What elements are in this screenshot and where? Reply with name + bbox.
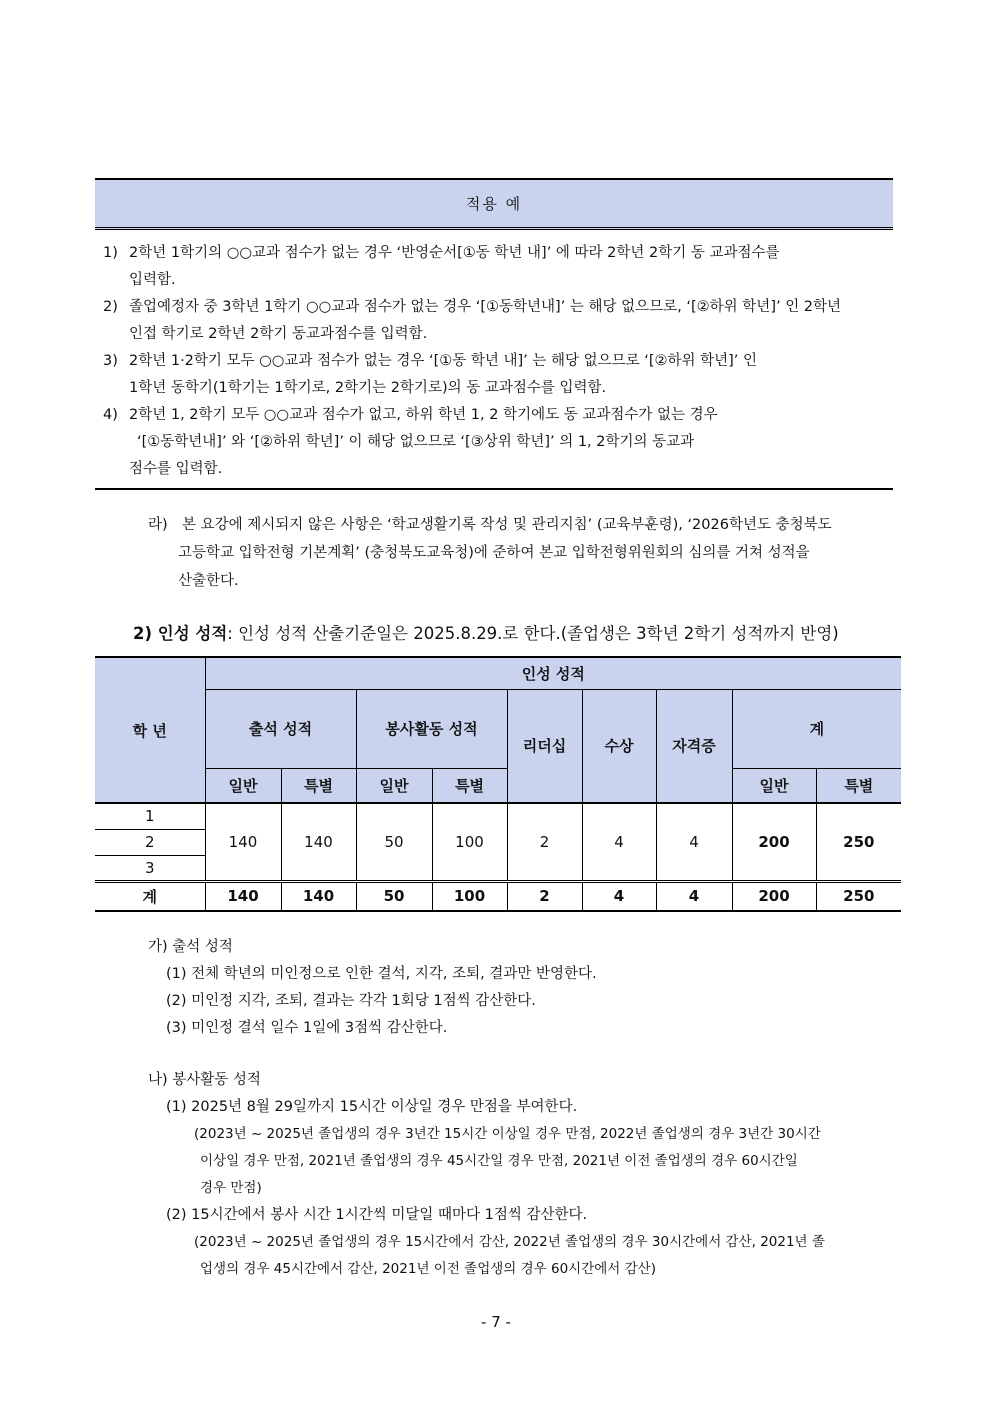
total-value: 140: [205, 881, 281, 911]
example-item-3: 3) 2학년 1·2학기 모두 ○○교과 점수가 없는 경우 ‘[①동 학년 내]’ 는 해당 없으므로 ‘[②하위 학년]’ 인 1학년 동학기(1학기는 1학기로, 2학기는 2학기로)의 동 교과점수를 입력함.: [103, 353, 758, 396]
total-value: 250: [816, 881, 901, 911]
example-item-2: 2) 졸업예정자 중 3학년 1학기 ○○교과 점수가 없는 경우 ‘[①동학년내]’ 는 해당 없으므로, ‘[②하위 학년]’ 인 2학년 인접 학기로 2학년 2학기 동교과점수를 입력함.: [103, 299, 842, 342]
header-total-general: 일반: [732, 768, 816, 803]
list-item: (2) 미인정 지각, 조퇴, 결과는 각각 1회당 1점씩 감산한다.: [166, 993, 536, 1009]
value-total-general: 200: [732, 803, 816, 881]
total-value: 4: [582, 881, 656, 911]
section-2-text: : 인성 성적 산출기준일은 2025.8.29.로 한다.(졸업생은 3학년 2학기 성적까지 반영): [227, 624, 839, 643]
list-item: (1) 전체 학년의 미인정으로 인한 결석, 지각, 조퇴, 결과만 반영한다.: [166, 966, 597, 982]
paragraph-ra: 라) 본 요강에 제시되지 않은 사항은 ‘학교생활기록 작성 및 관리지침’ (교육부훈령), ‘2026학년도 충청북도 고등학교 입학전형 기본계획’ (충청북도교육청)에 준하여 본교 입학전형위원회의 심의를 거쳐 성적을 산출한다.: [148, 517, 832, 589]
header-certificate: 자격증: [656, 689, 732, 803]
example-box-title: 적용 예: [95, 178, 893, 230]
value-award: 4: [582, 803, 656, 881]
value-volunteer-general: 50: [356, 803, 432, 881]
value-attendance-general: 140: [205, 803, 281, 881]
header-total-special: 특별: [816, 768, 901, 803]
grade-cell: 2: [95, 829, 205, 855]
header-leadership: 리더십: [507, 689, 582, 803]
example-box-body: [95, 240, 893, 483]
page-number: - 7 -: [481, 1313, 511, 1331]
example-item-4: 4) 2학년 1, 2학기 모두 ○○교과 점수가 없고, 하위 학년 1, 2 학기에도 동 교과점수가 없는 경우 ‘[①동학년내]’ 와 ‘[②하위 학년]’ 이 해당 없으므로 ‘[③상위 학년]’ 의 1, 2학기의 동교과 점수를 입력함.: [103, 407, 718, 477]
grade-cell: 1: [95, 803, 205, 829]
header-character-score: 인성 성적: [205, 657, 901, 689]
value-attendance-special: 140: [281, 803, 356, 881]
list-item-note: (2023년 ~ 2025년 졸업생의 경우 3년간 15시간 이상일 경우 만점, 2022년 졸업생의 경우 3년간 30시간 이상일 경우 만점, 2021년 졸업생의 경우 45시간일 경우 만점, 2021년 이전 졸업생의 경우 60시간일 경우 만점): [194, 1126, 821, 1196]
total-value: 2: [507, 881, 582, 911]
list-item: (1) 2025년 8월 29일까지 15시간 이상일 경우 만점을 부여한다.: [166, 1099, 578, 1115]
header-award: 수상: [582, 689, 656, 803]
section-volunteer-title: 나) 봉사활동 성적: [148, 1072, 261, 1088]
value-total-special: 250: [816, 803, 901, 881]
header-volunteer-special: 특별: [432, 768, 507, 803]
total-value: 4: [656, 881, 732, 911]
section-volunteer: [148, 1067, 900, 1283]
header-volunteer: 봉사활동 성적: [356, 689, 507, 768]
total-value: 100: [432, 881, 507, 911]
value-certificate: 4: [656, 803, 732, 881]
list-item: (3) 미인정 결석 일수 1일에 3점씩 감산한다.: [166, 1020, 448, 1036]
header-attendance-special: 특별: [281, 768, 356, 803]
header-volunteer-general: 일반: [356, 768, 432, 803]
list-item-note: (2023년 ~ 2025년 졸업생의 경우 15시간에서 감산, 2022년 졸업생의 경우 30시간에서 감산, 2021년 졸 업생의 경우 45시간에서 감산, 2021년 이전 졸업생의 경우 60시간에서 감산): [194, 1234, 825, 1277]
header-attendance-general: 일반: [205, 768, 281, 803]
grade-cell: 3: [95, 855, 205, 881]
total-value: 140: [281, 881, 356, 911]
value-volunteer-special: 100: [432, 803, 507, 881]
section-attendance-title: 가) 출석 성적: [148, 939, 233, 955]
section-2-title: 2) 인성 성적: [133, 624, 228, 643]
section-2-heading: [133, 620, 898, 644]
header-grade: 학 년: [95, 657, 205, 803]
list-item: (2) 15시간에서 봉사 시간 1시간씩 미달일 때마다 1점씩 감산한다.: [166, 1207, 588, 1223]
total-value: 200: [732, 881, 816, 911]
example-item-1: 1) 2학년 1학기의 ○○교과 점수가 없는 경우 ‘반영순서[①동 학년 내]’ 에 따라 2학년 2학기 동 교과점수를 입력함.: [103, 245, 780, 288]
character-score-table: [95, 656, 901, 912]
section-attendance: [148, 934, 900, 1042]
value-leadership: 2: [507, 803, 582, 881]
example-box-bottom-rule: [95, 488, 893, 490]
header-total: 계: [732, 689, 901, 768]
total-value: 50: [356, 881, 432, 911]
total-label: 계: [95, 881, 205, 911]
header-attendance: 출석 성적: [205, 689, 356, 768]
